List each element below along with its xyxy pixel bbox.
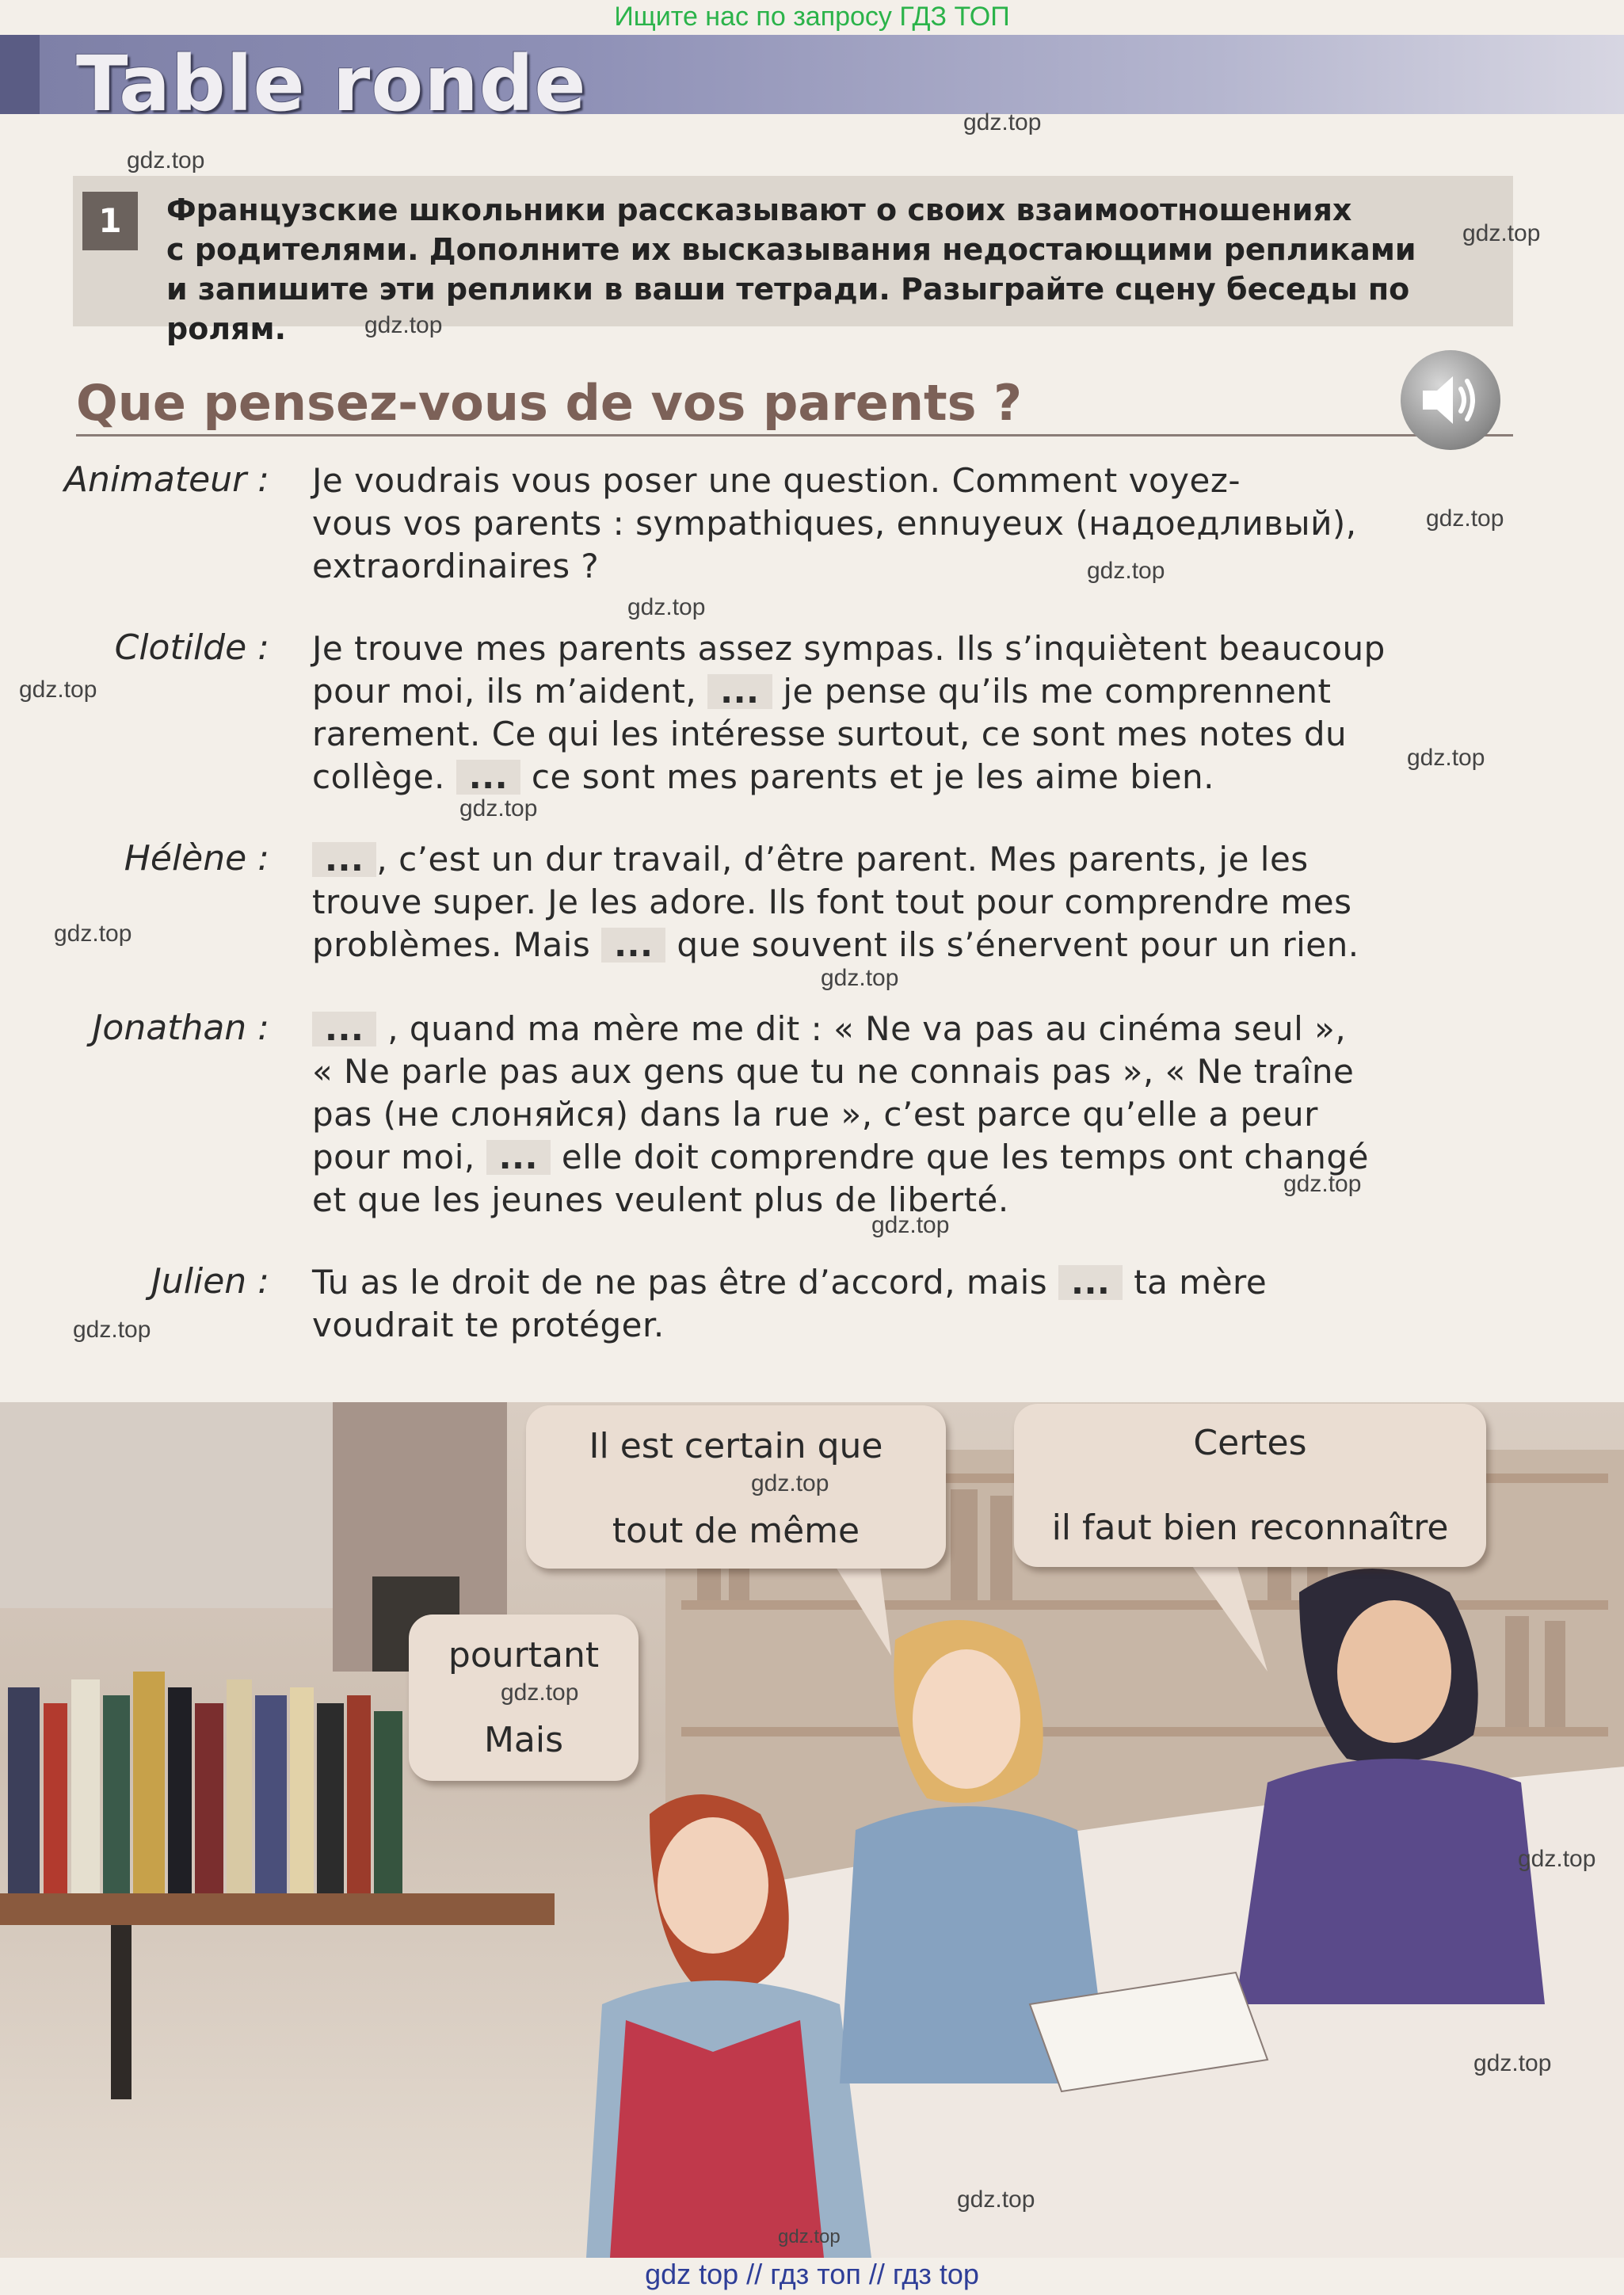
watermark: gdz.top bbox=[364, 312, 443, 338]
title-accent-bar bbox=[0, 35, 40, 114]
speech-bubble-middle: Il est certain que tout de même bbox=[526, 1405, 946, 1569]
dialogue-julien: Tu as le droit de ne pas être d’accord, mais ... ta mère voudrait te protéger. bbox=[312, 1263, 1268, 1344]
watermark: gdz.top bbox=[73, 1317, 151, 1343]
blank-field[interactable]: ... bbox=[486, 1140, 551, 1175]
blank-field[interactable]: ... bbox=[707, 674, 772, 709]
page-title: Table ronde bbox=[76, 40, 587, 128]
blank-field[interactable]: ... bbox=[312, 1012, 376, 1046]
watermark: gdz.top bbox=[127, 147, 205, 173]
watermark: gdz.top bbox=[778, 2226, 841, 2247]
watermark: gdz.top bbox=[627, 594, 706, 620]
dialogue-jonathan: ... , quand ma mère me dit : « Ne va pas au cinéma seul », « Ne parle pas aux gens que tu ne connais pas », « Ne traîne pas (не слоняйся) dans la rue », c’est parce qu’elle a peur pour moi, ... elle doit comprendre que les temps ont changé et que les jeunes veulent plus de liberté. bbox=[312, 1009, 1369, 1219]
watermark: gdz.top bbox=[19, 677, 97, 703]
watermark: gdz.top bbox=[1426, 505, 1504, 532]
bottom-watermark: gdz top // гдз топ // гдз top bbox=[645, 2258, 979, 2290]
speaker-icon-glyph bbox=[1415, 368, 1486, 432]
watermark: gdz.top bbox=[501, 1679, 579, 1706]
blank-field[interactable]: ... bbox=[1058, 1265, 1123, 1300]
watermark: gdz.top bbox=[1518, 1846, 1596, 1872]
dialogue-helene: ... , c’est un dur travail, d’être parent. Mes parents, je les trouve super. Je les adore. Ils font tout pour comprendre mes problèmes. Mais ... que souvent ils s’énervent pour un rien. bbox=[312, 840, 1359, 964]
speaker-name-jonathan: Jonathan : bbox=[92, 1008, 269, 1048]
watermark: gdz.top bbox=[751, 1470, 829, 1496]
watermark: gdz.top bbox=[1462, 220, 1541, 246]
watermark: gdz.top bbox=[459, 795, 538, 822]
watermark: gdz.top bbox=[821, 965, 899, 991]
blank-field[interactable]: ... bbox=[601, 928, 665, 963]
task-line: и запишите эти реплики в ваши тетради. Разыграйте сцену беседы по ролям. bbox=[166, 272, 1410, 346]
dialogue-animateur: Je voudrais vous poser une question. Comment voyez- vous vos parents : sympathiques, ennuyeux (надоедливый), extraordinaires ? bbox=[312, 461, 1357, 585]
speaker-name-helene: Hélène : bbox=[124, 838, 269, 879]
speech-bubble-right: Certes il faut bien reconnaître bbox=[1014, 1404, 1486, 1567]
section-subtitle: Que pensez-vous de vos parents ? bbox=[76, 374, 1023, 432]
search-banner: Ищите нас по запросу ГДЗ ТОП bbox=[614, 2, 1010, 32]
task-line: Французские школьники рассказывают о своих взаимоотношениях bbox=[166, 193, 1352, 227]
watermark: gdz.top bbox=[871, 1212, 950, 1238]
speaker-name-animateur: Animateur : bbox=[63, 459, 269, 500]
task-number: 1 bbox=[82, 192, 138, 250]
watermark: gdz.top bbox=[1407, 745, 1485, 771]
watermark: gdz.top bbox=[1283, 1171, 1362, 1197]
watermark: gdz.top bbox=[1473, 2050, 1552, 2076]
watermark: gdz.top bbox=[957, 2186, 1035, 2213]
task-line: с родителями. Дополните их высказывания недостающими репликами bbox=[166, 232, 1416, 267]
blank-field[interactable]: ... bbox=[456, 760, 520, 795]
blank-field[interactable]: ... bbox=[312, 842, 376, 877]
watermark: gdz.top bbox=[963, 109, 1042, 135]
speech-bubble-left: pourtant Mais bbox=[409, 1615, 639, 1781]
dialogue-clotilde: Je trouve mes parents assez sympas. Ils s’inquiètent beaucoup pour moi, ils m’aident, ... je pense qu’ils me comprennent rarement. Ce qui les intéresse surtout, ce sont mes notes du collège. ... ce sont mes parents et je les aime bien. bbox=[312, 629, 1386, 796]
watermark: gdz.top bbox=[54, 921, 132, 947]
speaker-name-julien: Julien : bbox=[151, 1261, 269, 1302]
watermark: gdz.top bbox=[1087, 558, 1165, 584]
speaker-icon[interactable] bbox=[1401, 350, 1500, 450]
speaker-name-clotilde: Clotilde : bbox=[114, 627, 269, 668]
subtitle-divider bbox=[76, 434, 1513, 437]
illustration-scene bbox=[0, 1402, 1624, 2258]
